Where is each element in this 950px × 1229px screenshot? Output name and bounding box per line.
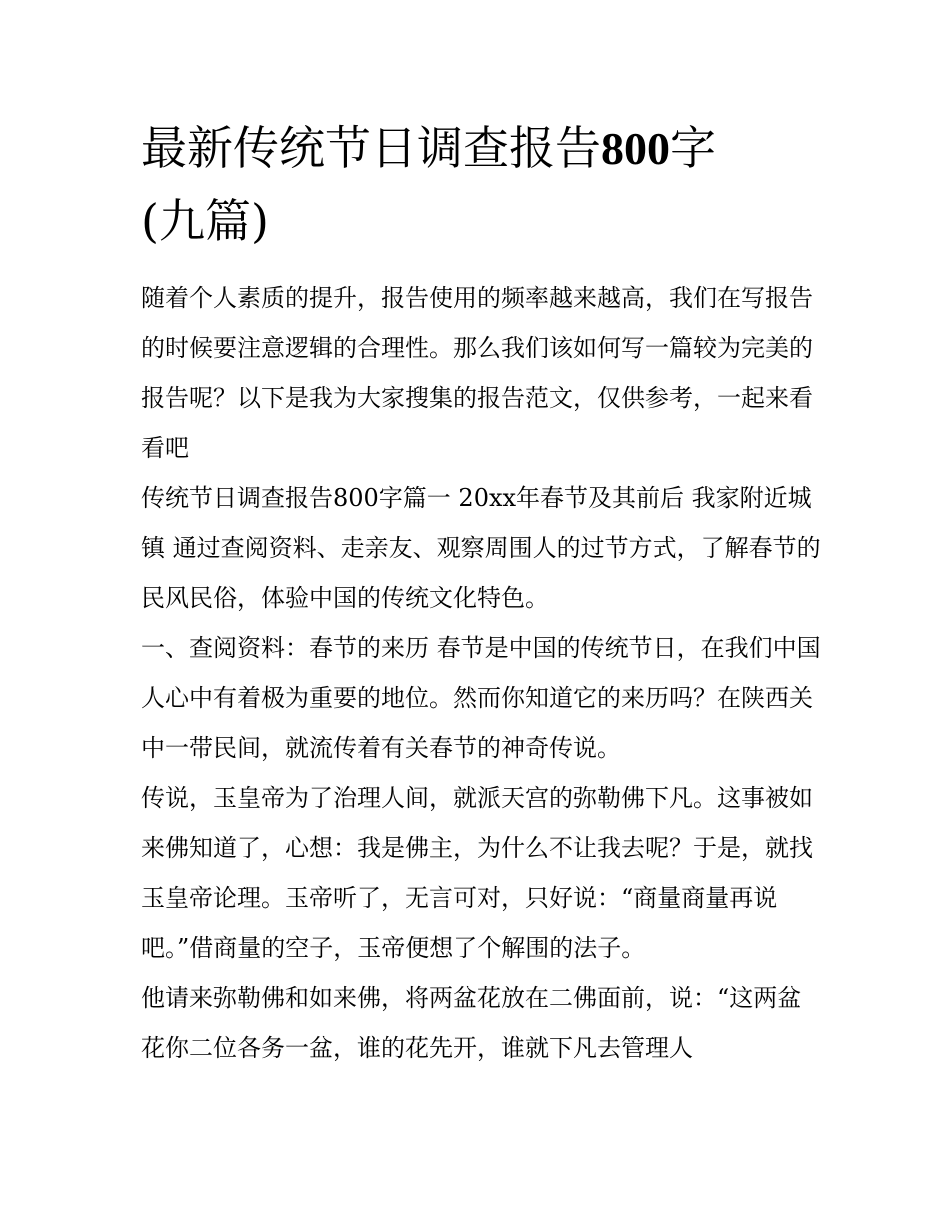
title-text-end: 字 xyxy=(670,121,716,175)
paragraph: 一、查阅资料：春节的来历 春节是中国的传统节日，在我们中国人心中有着极为重要的地位。然而你知道它的来历吗？在陕西关中一带民间，就流传着有关春节的神奇传说。 xyxy=(141,634,821,762)
title-number: 800 xyxy=(601,123,670,174)
document-title xyxy=(141,112,821,257)
paragraph: 传说，玉皇帝为了治理人间，就派天宫的弥勒佛下凡。这事被如来佛知道了，心想：我是佛主，为什么不让我去呢？于是，就找玉皇帝论理。玉帝听了，无言可对，只好说：“商量商量再说吧。”借商量的空子，玉帝便想了个解围的法子。 xyxy=(141,784,813,962)
title-text: 最新传统节日调查报告 xyxy=(141,121,601,175)
paragraph: 他请来弥勒佛和如来佛，将两盆花放在二佛面前，说：“这两盆花你二位各务一盆，谁的花先开，谁就下凡去管理人 xyxy=(141,984,802,1062)
title-subtitle: (九篇) xyxy=(141,194,269,248)
paragraph: 传统节日调查报告800字篇一 20xx年春节及其前后 我家附近城镇 通过查阅资料、走亲友、观察周围人的过节方式，了解春节的民风民俗，体验中国的传统文化特色。 xyxy=(141,484,821,612)
document-body xyxy=(141,112,821,1073)
paragraph: 随着个人素质的提升，报告使用的频率越来越高，我们在写报告的时候要注意逻辑的合理性。那么我们该如何写一篇较为完美的报告呢？以下是我为大家搜集的报告范文，仅供参考，一起来看看吧 xyxy=(141,284,813,462)
paragraph-list xyxy=(141,273,821,1073)
